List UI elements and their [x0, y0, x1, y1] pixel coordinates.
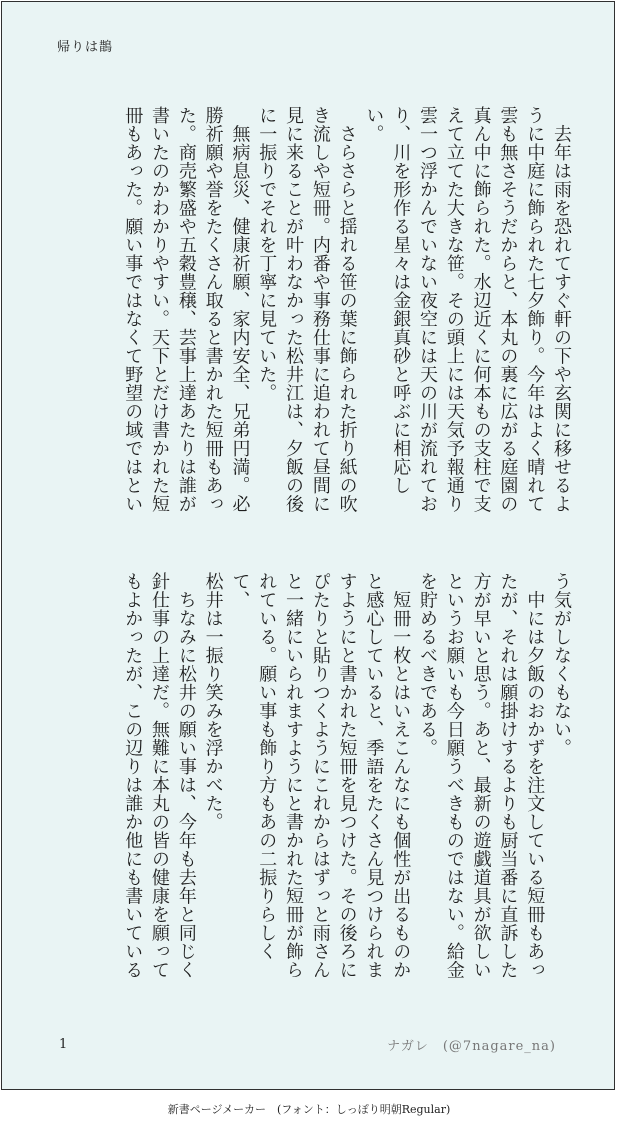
body-text-upper-block: 去年は雨を恐れてすぐ軒の下や玄関に移せるよ うに中庭に飾られた七夕飾り。今年はよく晴れて 雲も無さそうだからと、本丸の裏に広がる庭園の 真ん中に飾られた。水辺近くに何本もの支柱で支 えて立てた大きな笹。その頭上には天気予報通り 雲一つ浮かんでいない夜空には天の川が流れてお り、川を形作る星々は金銀真砂と呼ぶに相応しい。 さらさらと揺れる笹の葉に飾られた折り紙の吹 き流しや短冊。内番や事務仕事に追われて昼間に 見に来ることが叶わなかった松井江は、夕飯の後 に一振りでそれを丁寧に見ていた。 無病息災、健康祈願、家内安全、兄弟円満。必 勝祈願や誉をたくさん取ると書かれた短冊もあっ た。商売繁盛や五穀豊穣、芸事上達あたりは誰が 書いたのかわかりやすい。天下とだけ書かれた短 冊もあった。願い事ではなくて野望の域ではとい: [122, 106, 572, 513]
novel-page: [1, 1, 615, 1090]
author-credit: ナガレ (@7nagare_na): [387, 1039, 556, 1054]
body-text-lower-block: う気がしなくもない。 中には夕飯のおかずを注文している短冊もあっ たが、それは願掛けするよりも厨当番に直訴した 方が早いと思う。あと、最新の遊戯道具が欲しい というお願いも今日願うべきものではない。給金 を貯めるべきである。 短冊一枚とはいえこんなにも個性が出るものか と感心していると、季語をたくさん見つけられま すようにと書かれた短冊を見つけた。その後ろに ぴたりと貼りつくようにこれからはずっと雨さん と一緒にいられますようにと書かれた短冊が飾ら れている。願い事も飾り方もあの二振りらしくて、 松井は一振り笑みを浮かべた。 ちなみに松井の願い事は、今年も去年と同じく 針仕事の上達だ。無難に本丸の皆の健康を願って もよかったが、この辺りは誰か他にも書いている: [122, 572, 572, 979]
page-number: 1: [59, 1037, 68, 1052]
generator-caption: 新書ページメーカー (フォント：しっぽり明朝Regular): [167, 1103, 451, 1116]
running-title: 帰りは鵲: [57, 40, 114, 55]
